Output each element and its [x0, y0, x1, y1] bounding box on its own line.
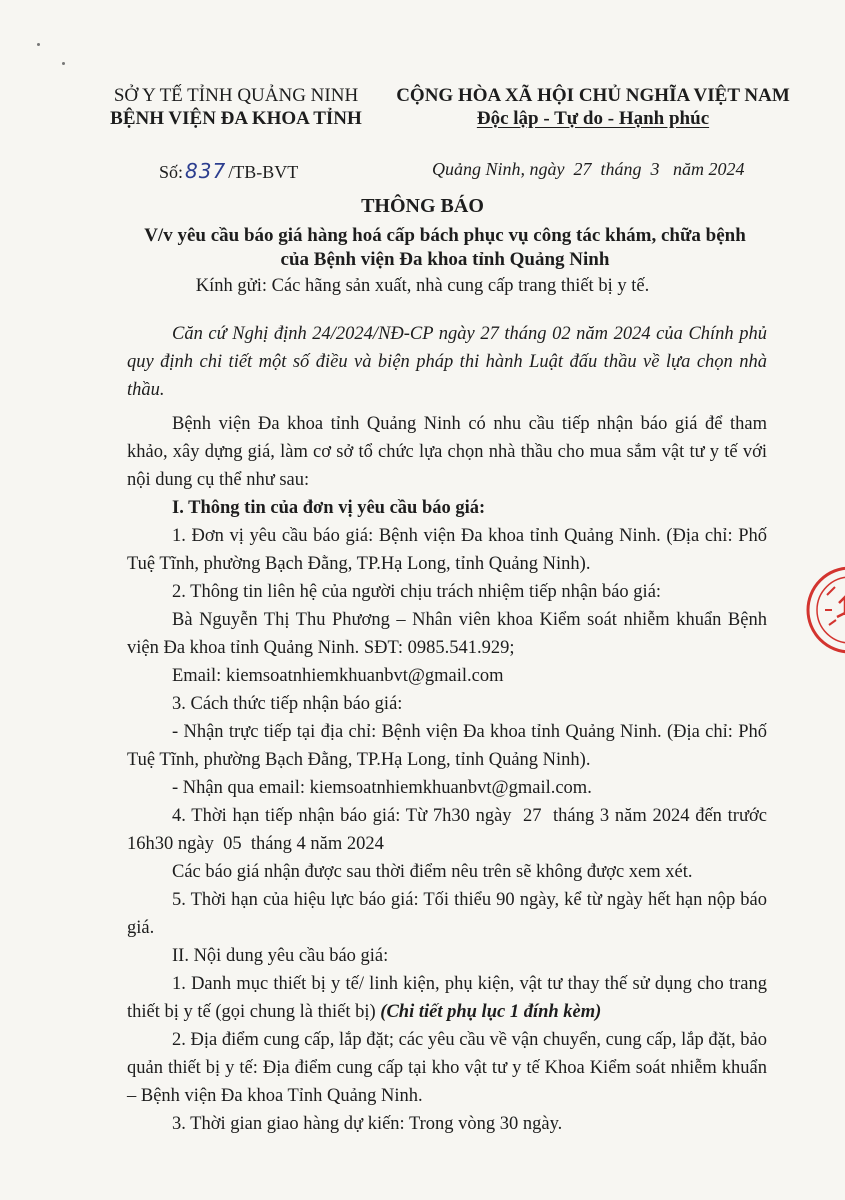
receive-email: - Nhận qua email: kiemsoatnhiemkhuanbvt@gmail.com. [172, 778, 592, 798]
section-2-item-3: 3. Thời gian giao hàng dự kiến: Trong vòng 30 ngày. [172, 1114, 563, 1134]
parent-agency: SỞ Y TẾ TỈNH QUẢNG NINH [113, 85, 359, 106]
late-notice: Các báo giá nhận được sau thời điểm nêu trên sẽ không được xem xét. [172, 862, 693, 882]
document-body [127, 320, 772, 1138]
issuing-authority [96, 84, 376, 130]
section-2-item-2: 2. Địa điểm cung cấp, lắp đặt; các yêu cầu về vận chuyển, cung cấp, lắp đặt, bảo quản thiết bị y tế: Địa điểm cung cấp tại kho vật tư y tế Khoa Kiểm soát nhiễm khuẩn – Bệnh viện Đa khoa Tỉnh Quảng Ninh. [127, 1030, 767, 1106]
handwritten-number: 837 [185, 159, 227, 183]
document-number [159, 159, 298, 183]
seal-emblem [837, 597, 845, 617]
subject-line-2: của Bệnh viện Đa khoa tỉnh Quảng Ninh [280, 249, 610, 270]
appendix-note: (Chi tiết phụ lục 1 đính kèm) [380, 1002, 602, 1022]
section-1-item-3: 3. Cách thức tiếp nhận báo giá: [172, 694, 403, 714]
section-1-heading: I. Thông tin của đơn vị yêu cầu báo giá: [172, 498, 486, 518]
hospital-name: BỆNH VIỆN ĐA KHOA TỈNH [110, 108, 362, 129]
document-header [0, 84, 845, 134]
section-1-item-2: 2. Thông tin liên hệ của người chịu trách nhiệm tiếp nhận báo giá: [172, 582, 662, 602]
red-seal-stamp [805, 565, 845, 655]
receive-direct: - Nhận trực tiếp tại địa chỉ: Bệnh viện Đa khoa tỉnh Quảng Ninh. (Địa chỉ: Phố Tuệ Tĩnh, phường Bạch Đằng, TP.Hạ Long, tỉnh Quảng Ninh). [127, 722, 767, 770]
place-and-date: Quảng Ninh, ngày 27 tháng 3 năm 2024 [432, 159, 745, 179]
section-2-item-1 [127, 970, 767, 1026]
section-1-item-1: 1. Đơn vị yêu cầu báo giá: Bệnh viện Đa khoa tỉnh Quảng Ninh. (Địa chỉ: Phố Tuệ Tĩnh, phường Bạch Đằng, TP.Hạ Long, tỉnh Quảng Ninh). [127, 526, 767, 574]
contact-person: Bà Nguyễn Thị Thu Phương – Nhân viên khoa Kiểm soát nhiễm khuẩn Bệnh viện Đa khoa tỉnh Quảng Ninh. SĐT: 0985.541.929; [127, 610, 767, 658]
intro-paragraph: Bệnh viện Đa khoa tỉnh Quảng Ninh có nhu cầu tiếp nhận báo giá để tham khảo, xây dựng giá, làm cơ sở tổ chức lựa chọn nhà thầu cho mua sắm vật tư y tế với nội dung cụ thể như sau: [127, 414, 767, 490]
national-heading [388, 84, 798, 130]
section-1-item-4: 4. Thời hạn tiếp nhận báo giá: Từ 7h30 ngày 27 tháng 3 năm 2024 đến trước 16h30 ngày 05 tháng 4 năm 2024 [127, 806, 772, 854]
subject-line-1: V/v yêu cầu báo giá hàng hoá cấp bách phục vụ công tác khám, chữa bệnh [144, 225, 746, 246]
document-subject [125, 224, 765, 272]
recipient-line: Kính gửi: Các hãng sản xuất, nhà cung cấp trang thiết bị y tế. [195, 276, 650, 296]
section-2-item-1-text: 1. Danh mục thiết bị y tế/ linh kiện, phụ kiện, vật tư thay thế sử dụng cho trang thiết bị y tế (gọi chung là thiết bị) [127, 974, 767, 1022]
contact-email: Email: kiemsoatnhiemkhuanbvt@gmail.com [172, 666, 504, 686]
section-2-heading: II. Nội dung yêu cầu báo giá: [172, 946, 389, 966]
legal-basis-paragraph: Căn cứ Nghị định 24/2024/NĐ-CP ngày 27 tháng 02 năm 2024 của Chính phủ quy định chi tiết một số điều và biện pháp thi hành Luật đấu thầu về lựa chọn nhà thầu. [127, 324, 767, 400]
section-1-item-5: 5. Thời hạn của hiệu lực báo giá: Tối thiểu 90 ngày, kể từ ngày hết hạn nộp báo giá. [127, 890, 767, 938]
document-title: THÔNG BÁO [361, 195, 484, 217]
doc-number-suffix: /TB-BVT [228, 162, 299, 182]
country-name: CỘNG HÒA XÃ HỘI CHỦ NGHĨA VIỆT NAM [396, 85, 790, 106]
seal-marks [825, 587, 836, 625]
scan-speck [62, 62, 65, 65]
national-motto: Độc lập - Tự do - Hạnh phúc [476, 108, 710, 129]
scan-speck [37, 43, 40, 46]
doc-number-prefix: Số: [159, 162, 184, 182]
